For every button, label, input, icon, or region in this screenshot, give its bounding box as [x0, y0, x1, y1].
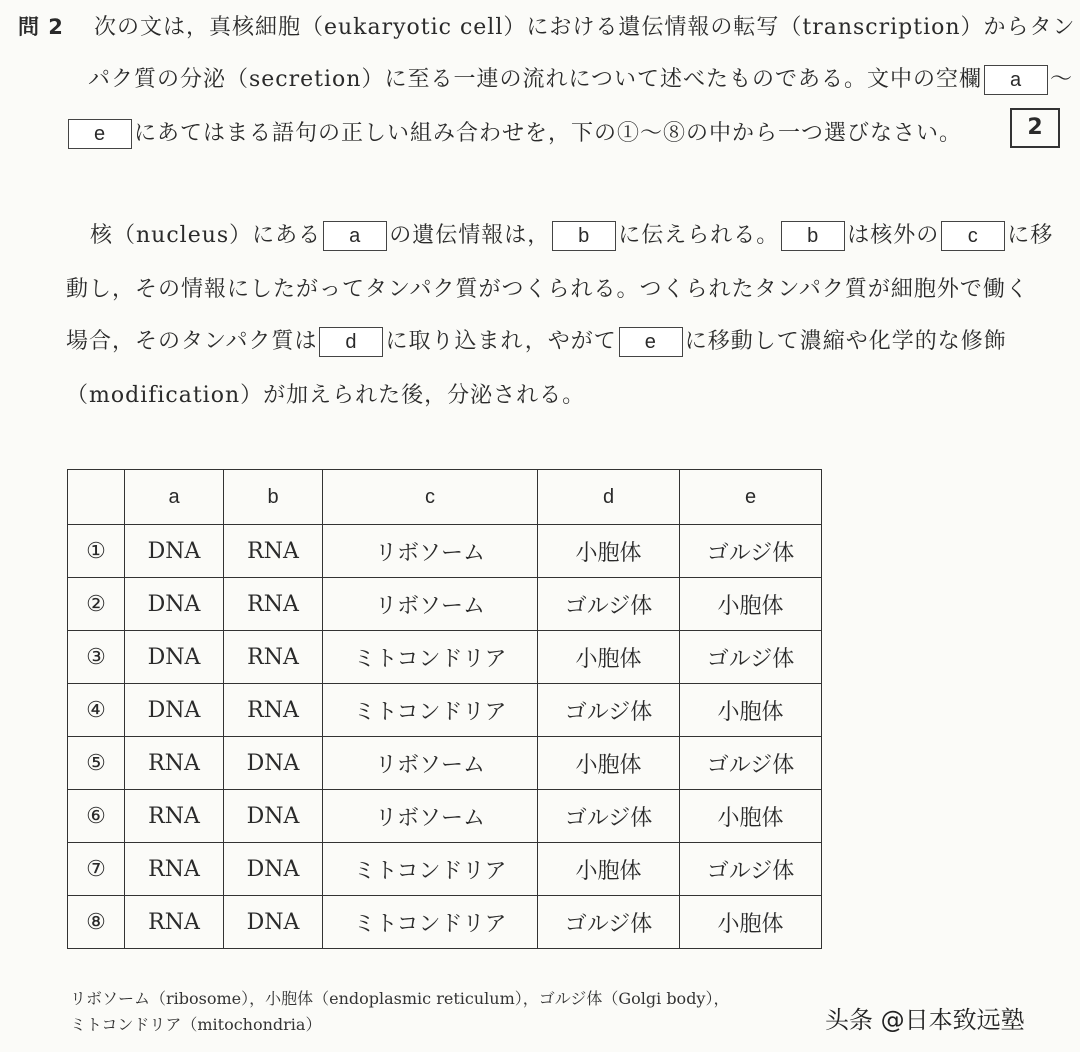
cell-d: 小胞体 — [538, 737, 680, 790]
cell-c: ミトコンドリア — [323, 843, 538, 896]
cell-e: ゴルジ体 — [680, 843, 822, 896]
option-number: ④ — [68, 684, 125, 737]
blank-d: d — [319, 327, 383, 357]
passage-text: に移 — [1007, 223, 1054, 248]
passage-text: に移動して濃縮や化学的な修飾 — [684, 329, 1007, 354]
table-row — [68, 684, 822, 737]
passage-text: は核外の — [847, 223, 940, 248]
table-row — [68, 631, 822, 684]
cell-d: ゴルジ体 — [538, 896, 680, 949]
cell-b: DNA — [224, 737, 323, 790]
cell-c: リボソーム — [323, 578, 538, 631]
passage-text: （modification）が加えられた後，分泌される。 — [66, 383, 586, 408]
header-cell: c — [323, 470, 538, 525]
cell-b: RNA — [224, 525, 323, 578]
cell-a: DNA — [125, 684, 224, 737]
cell-d: ゴルジ体 — [538, 684, 680, 737]
options-table — [67, 469, 822, 949]
header-cell: b — [224, 470, 323, 525]
cell-d: 小胞体 — [538, 631, 680, 684]
cell-a: DNA — [125, 525, 224, 578]
cell-d: ゴルジ体 — [538, 790, 680, 843]
cell-b: DNA — [224, 896, 323, 949]
cell-b: DNA — [224, 843, 323, 896]
table-header-row — [68, 470, 822, 525]
blank-b: b — [781, 221, 845, 251]
blank-b: b — [552, 221, 616, 251]
option-number: ② — [68, 578, 125, 631]
question-intro-2: パク質の分泌（secretion）に至る一連の流れについて述べたものである。文中の空欄 — [88, 67, 983, 92]
passage-text: に取り込まれ，やがて — [385, 329, 617, 354]
cell-a: DNA — [125, 578, 224, 631]
question-line-3 — [66, 116, 962, 149]
blank-e: e — [68, 119, 132, 149]
cell-b: RNA — [224, 631, 323, 684]
table-row — [68, 843, 822, 896]
passage-line-1 — [90, 218, 1053, 251]
cell-a: RNA — [125, 896, 224, 949]
option-number: ⑧ — [68, 896, 125, 949]
passage-line-4 — [66, 378, 585, 409]
option-number: ⑦ — [68, 843, 125, 896]
option-number: ⑥ — [68, 790, 125, 843]
passage-line-2 — [66, 272, 1029, 303]
cell-e: ゴルジ体 — [680, 737, 822, 790]
header-cell — [68, 470, 125, 525]
cell-e: ゴルジ体 — [680, 525, 822, 578]
footnote-line-2: ミトコンドリア（mitochondria） — [70, 1015, 322, 1034]
cell-d: ゴルジ体 — [538, 578, 680, 631]
cell-c: ミトコンドリア — [323, 684, 538, 737]
cell-a: RNA — [125, 843, 224, 896]
cell-a: DNA — [125, 631, 224, 684]
cell-e: 小胞体 — [680, 684, 822, 737]
cell-c: リボソーム — [323, 525, 538, 578]
watermark: 头条 @日本致远塾 — [825, 1006, 1025, 1034]
cell-c: リボソーム — [323, 737, 538, 790]
cell-d: 小胞体 — [538, 843, 680, 896]
header-cell: d — [538, 470, 680, 525]
cell-a: RNA — [125, 737, 224, 790]
cell-b: RNA — [224, 684, 323, 737]
passage-text: の遺伝情報は， — [389, 223, 551, 248]
option-number: ① — [68, 525, 125, 578]
table-row — [68, 578, 822, 631]
blank-c: c — [941, 221, 1005, 251]
blank-a: a — [323, 221, 387, 251]
answer-number-box: 2 — [1010, 108, 1060, 148]
cell-c: ミトコンドリア — [323, 896, 538, 949]
passage-text: 場合，そのタンパク質は — [66, 329, 318, 354]
question-intro-3: にあてはまる語句の正しい組み合わせを，下の①〜⑧の中から一つ選びなさい。 — [134, 121, 963, 146]
passage-text: 核（nucleus）にある — [90, 223, 322, 248]
passage-line-3 — [66, 324, 1007, 357]
table-row — [68, 737, 822, 790]
cell-b: RNA — [224, 578, 323, 631]
cell-e: ゴルジ体 — [680, 631, 822, 684]
footnote-line-1: リボソーム（ribosome），小胞体（endoplasmic reticulum），ゴルジ体（Golgi body）， — [70, 989, 730, 1008]
cell-e: 小胞体 — [680, 896, 822, 949]
tilde: 〜 — [1050, 67, 1074, 92]
question-line-2 — [88, 62, 1073, 95]
question-line-1 — [18, 10, 1076, 41]
table-row — [68, 790, 822, 843]
cell-c: リボソーム — [323, 790, 538, 843]
cell-c: ミトコンドリア — [323, 631, 538, 684]
question-intro-1: 次の文は，真核細胞（eukaryotic cell）における遺伝情報の転写（transcription）からタン — [93, 15, 1076, 40]
table-row — [68, 525, 822, 578]
option-number: ③ — [68, 631, 125, 684]
header-cell: a — [125, 470, 224, 525]
passage-text: に伝えられる。 — [618, 223, 780, 248]
cell-b: DNA — [224, 790, 323, 843]
cell-a: RNA — [125, 790, 224, 843]
table-row — [68, 896, 822, 949]
question-number: 問 2 — [18, 15, 64, 39]
passage-text: 動し，その情報にしたがってタンパク質がつくられる。つくられたタンパク質が細胞外で働く — [66, 277, 1029, 302]
blank-a: a — [984, 65, 1048, 95]
blank-e: e — [619, 327, 683, 357]
cell-d: 小胞体 — [538, 525, 680, 578]
option-number: ⑤ — [68, 737, 125, 790]
header-cell: e — [680, 470, 822, 525]
cell-e: 小胞体 — [680, 578, 822, 631]
cell-e: 小胞体 — [680, 790, 822, 843]
